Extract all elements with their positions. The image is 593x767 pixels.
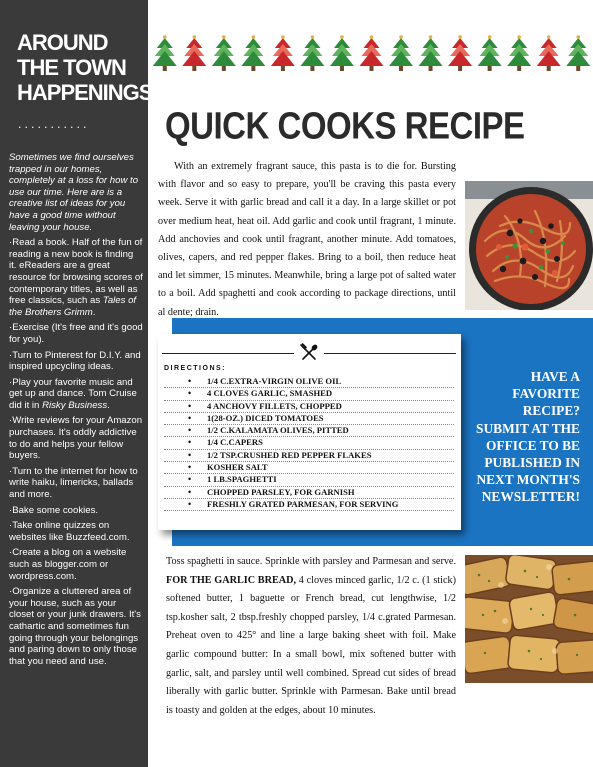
ingredient-item: • 1/4 C.CAPERS	[164, 437, 454, 449]
ingredient-item: • 1/2 C.KALAMATA OLIVES, PITTED	[164, 425, 454, 437]
sidebar-item-text: ·Exercise (It's free and it's good for you).	[9, 322, 143, 345]
ingredient-list	[164, 376, 454, 511]
sidebar-item-text: ·Read a book. Half of the fun of reading a new book is finding it. eReaders are a great resource for browsing scores of contemporary titles, as well as free classics, such as	[9, 237, 143, 307]
sidebar-item-suffix: .	[107, 399, 110, 411]
sidebar-item-text: ·Turn to Pinterest for D.I.Y. and inspired upcycling ideas.	[9, 349, 141, 373]
sidebar-list-item	[9, 350, 143, 373]
recipe-closing-paragraph	[166, 553, 456, 720]
ingredient-item: • 1 LB.SPAGHETTI	[164, 474, 454, 486]
sidebar-item-text: ·Create a blog on a website such as blogger.com or wordpress.com.	[9, 547, 127, 582]
ingredient-item: • CHOPPED PARSLEY, FOR GARNISH	[164, 487, 454, 499]
sidebar-item-text: ·Write reviews for your Amazon purchases. It's oddly addictive to do and helps your fellow buyers.	[9, 415, 143, 462]
christmas-tree-icon	[212, 35, 236, 71]
sidebar-intro: Sometimes we find ourselves trapped in our homes, completely at a loss for how to use our time. Here are is a creative list of ideas for you have a good time without leaving your house.	[9, 152, 139, 233]
garlic-bread-heading: FOR THE GARLIC BREAD,	[166, 574, 297, 586]
sidebar-title: AROUND THE TOWN HAPPENINGS	[17, 30, 153, 105]
ingredient-item: • 1/4 C.EXTRA-VIRGIN OLIVE OIL	[164, 376, 454, 388]
sidebar-list-item	[9, 415, 143, 461]
ingredient-item: • 4 ANCHOVY FILLETS, CHOPPED	[164, 401, 454, 413]
christmas-tree-icon	[241, 35, 265, 71]
sidebar-list-item	[9, 322, 143, 345]
ingredient-item: • FRESHLY GRATED PARMESAN, FOR SERVING	[164, 499, 454, 511]
sidebar-list-item	[9, 520, 143, 543]
sidebar-list-item	[9, 586, 143, 667]
closing-text-start: Toss spaghetti in sauce. Sprinkle with parsley and Parmesan and serve.	[166, 556, 456, 567]
card-rule-left	[162, 353, 294, 354]
pasta-dish-photo	[465, 181, 593, 310]
sidebar-item-text: ·Turn to the internet for how to write haiku, limericks, ballads and more.	[9, 465, 138, 501]
christmas-tree-icon	[389, 35, 413, 71]
ingredient-item: • 1(28-OZ.) DICED TOMATOES	[164, 413, 454, 425]
fork-spoon-icon	[299, 343, 319, 363]
christmas-tree-icon	[271, 35, 295, 71]
sidebar-list	[9, 237, 143, 667]
christmas-tree-icon	[182, 35, 206, 71]
sidebar-item-text: ·Play your favorite music and get up and dance. Tom Cruise did it in	[9, 376, 137, 411]
ingredient-item: • 1/2 TSP.CRUSHED RED PEPPER FLAKES	[164, 450, 454, 462]
ingredient-item: • 4 CLOVES GARLIC, SMASHED	[164, 388, 454, 400]
sidebar-item-emphasis: Risky Business	[42, 399, 108, 411]
directions-label: DIRECTIONS:	[164, 365, 226, 372]
christmas-tree-icon	[330, 35, 354, 71]
sidebar-item-text: ·Organize a cluttered area of your house, such as your closet or your junk drawers. It's cathartic and sometimes fun going through your belongings and paring down to only those that you need and use.	[9, 586, 141, 667]
christmas-tree-icon	[507, 35, 531, 71]
christmas-tree-icon	[419, 35, 443, 71]
sidebar	[0, 0, 153, 767]
christmas-tree-icon	[448, 35, 472, 71]
sidebar-list-item	[9, 237, 143, 318]
page-title: QUICK COOKS RECIPE	[165, 104, 525, 147]
sidebar-list-item	[9, 505, 143, 517]
sidebar-divider: ...........	[18, 118, 90, 131]
christmas-tree-icon	[360, 35, 384, 71]
recipe-intro-paragraph: With an extremely fragrant sauce, this pasta is to die for. Bursting with flavor and so easy to prepare, you'll be craving this pasta every week. Serve it with garlic bread and call it a day. In a large skillet or pot over medium heat, heat oil. Add garlic and cook until fragrant, 1 minute. Add anchovies and cook until fragrant, another minute. Add tomatoes, olives, capers, and red pepper flakes. Bring to a boil, then reduce heat and let simmer, 15 minutes. Meanwhile, bring a large pot of salted water to a boil. Add spaghetti and cook according to package directions, until al dente; drain.	[158, 161, 456, 318]
christmas-tree-icon	[566, 35, 590, 71]
ingredients-card	[158, 334, 461, 530]
sidebar-list-item	[9, 466, 143, 501]
christmas-tree-border	[150, 34, 593, 74]
sidebar-item-text: ·Take online quizzes on websites like Buzzfeed.com.	[9, 520, 130, 543]
sidebar-item-text: ·Bake some cookies.	[9, 504, 99, 516]
sidebar-list-item	[9, 547, 143, 582]
christmas-tree-icon	[300, 35, 324, 71]
sidebar-list-item	[9, 377, 143, 412]
garlic-bread-photo	[465, 555, 593, 683]
christmas-tree-icon	[478, 35, 502, 71]
sidebar-content	[9, 152, 143, 671]
christmas-tree-icon	[537, 35, 561, 71]
promo-text: HAVE A FAVORITE RECIPE? SUBMIT AT THE OFFICE TO BE PUBLISHED IN NEXT MONTH'S NEWSLETTER!	[476, 369, 580, 505]
sidebar-item-emphasis: Tales of the Brothers Grimm	[9, 295, 137, 318]
christmas-tree-icon	[153, 35, 177, 71]
closing-text-rest: 4 cloves minced garlic, 1/2 c. (1 stick) softened butter, 1 baguette or French bread, cut lengthwise, 1/2 tsp.kosher salt, 2 tbsp.freshly chopped parsley, 1/4 c.grated Parmesan. Preheat oven to 425° and line a large baking sheet with foil. Make garlic compound butter: In a small bowl, mix softened butter with garlic, salt, and parsley until well combined. Spread cut sides of bread liberally with garlic butter. Sprinkle with Parmesan. Bake until bread is toasty and golden at the edges, about 10 minutes.	[166, 574, 456, 716]
ingredient-item: • KOSHER SALT	[164, 462, 454, 474]
card-rule-right	[324, 353, 456, 354]
sidebar-item-suffix: .	[92, 306, 96, 318]
